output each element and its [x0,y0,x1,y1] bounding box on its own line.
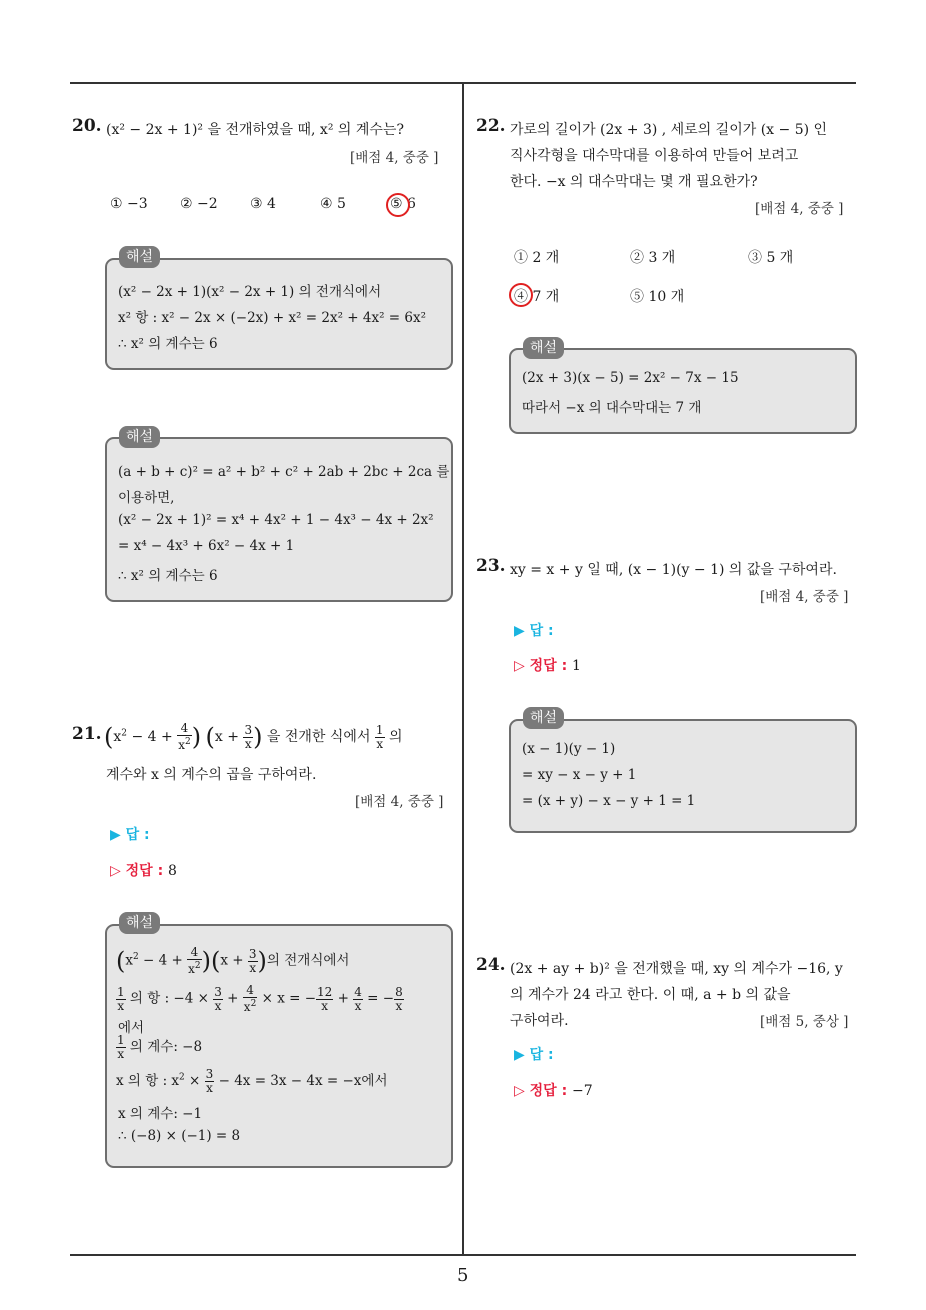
q24-answer-label: ▶ 답 : [514,1047,554,1063]
q22-question-line-1: 가로의 길이가 (2x + 3) , 세로의 길이가 (x − 5) 인 [510,122,828,138]
q23-question-text: xy = x + y 일 때, (x − 1)(y − 1) 의 값을 구하여라. [510,562,837,578]
q22-choice-4[interactable]: ④ 7 개 [514,289,560,305]
page-number: 5 [457,1265,469,1286]
q22-number: 22. [476,116,506,136]
q22-solution-box [509,348,857,434]
q20-sol2-line-1: (a + b + c)² = a² + b² + c² + 2ab + 2bc + 2ca 를 [118,464,450,480]
q22-choice-3[interactable]: ③ 5 개 [748,250,794,266]
q23-number: 23. [476,556,506,576]
q24-correct-answer [514,1080,593,1100]
q22-solution-tag: 해설 [523,337,564,359]
q21-sol-line-1: ($x^2 - 4$ + $\frac{4}{x^2}$ )(x + $\frac{3}{x}$ )의 전개식에서 [116,945,350,976]
q20-choice-3[interactable]: ③ 4 [250,196,276,212]
q21-sol-line-2: $\frac{1}{x}$ 의 항 : −4 × $\frac{3}{x}$ + $\frac{4}{x^2}$ × x = − $\frac{12}{x}$ + $\frac{4}{x}$ = − $\frac{8}{x}$ [117,983,403,1014]
q22-choice-5[interactable]: ⑤ 10 개 [630,289,685,305]
q24-correct-label: ▷ 정답 : [514,1083,568,1099]
q20-number: 20. [72,116,102,136]
q20-choice-4[interactable]: ④ 5 [320,196,346,212]
q21-question-text: 계수와 x 의 계수의 곱을 구하여라. [106,767,317,783]
q22-choice-2[interactable]: ② 3 개 [630,250,676,266]
q20-meta: [배점 4, 중중 ] [350,150,439,166]
q24-question-line-2: 의 계수가 24 라고 한다. 이 때, a + b 의 값을 [510,987,791,1003]
q23-meta: [배점 4, 중중 ] [760,589,849,605]
q21-correct-answer [110,860,177,880]
q20-sol1-line-1: (x² − 2x + 1)(x² − 2x + 1) 의 전개식에서 [118,284,382,300]
q22-sol-line-2: 따라서 −x 의 대수막대는 7 개 [522,400,702,416]
q22-sol-line-1: (2x + 3)(x − 5) = 2x² − 7x − 15 [522,370,739,386]
q20-sol2-line-3: (x² − 2x + 1)² = x⁴ + 4x² + 1 − 4x³ − 4x + 2x² [118,512,434,528]
q21-sol-line-3: 에서 [118,1020,145,1036]
q21-answer-label: ▶ 답 : [110,827,150,843]
q20-choice-5[interactable]: ⑤ 6 [390,196,416,212]
q22-question-line-2: 직사각형을 대수막대를 이용하여 만들어 보려고 [510,148,799,164]
q23-sol-line-1: (x − 1)(y − 1) [522,741,616,757]
q20-question-text: (x² − 2x + 1)² 을 전개하였을 때, x² 의 계수는? [106,122,404,138]
q23-correct-value: 1 [572,658,581,674]
q22-selected-mark-icon [509,283,533,307]
q20-selected-mark-icon [386,193,410,217]
q23-solution-tag: 해설 [523,707,564,729]
q22-question-line-3: 한다. −x 의 대수막대는 몇 개 필요한가? [510,174,758,190]
q24-question-line-1: (2x + ay + b)² 을 전개했을 때, xy 의 계수가 −16, y [510,961,843,977]
q24-correct-value: −7 [572,1083,593,1099]
q21-sol-line-5: x 의 항 : $x^2$ × $\frac{3}{x}$ − 4x = 3x − 4x = −x에서 [116,1067,388,1095]
q20-solution-tag-2: 해설 [119,426,160,448]
q24-meta: [배점 5, 중상 ] [760,1014,849,1030]
q23-correct-answer [514,655,581,675]
q22-choice-1[interactable]: ① 2 개 [514,250,560,266]
column-divider [462,83,464,1255]
q21-meta: [배점 4, 중중 ] [355,794,444,810]
q21-sol-line-4: $\frac{1}{x}$ 의 계수: −8 [117,1033,203,1061]
q20-solution-tag-1: 해설 [119,246,160,268]
q23-sol-line-3: = (x + y) − x − y + 1 = 1 [522,793,696,809]
q23-sol-line-2: = xy − x − y + 1 [522,767,637,783]
q21-solution-tag: 해설 [119,912,160,934]
q24-number: 24. [476,955,506,975]
q21-question-formula: ($x^2 - 4$ + $\frac{4}{x^2}$ ) (x + $\frac{3}{x}$ ) 을 전개한 식에서 $\frac{1}{x}$ 의 [104,721,403,752]
bottom-rule [70,1254,856,1256]
q20-sol1-line-2: x² 항 : x² − 2x × (−2x) + x² = 2x² + 4x² = 6x² [118,310,426,326]
q21-correct-value: 8 [168,863,177,879]
q21-number: 21. [72,724,102,744]
q20-sol2-line-2: 이용하면, [118,490,175,506]
q20-sol2-line-5: ∴ x² 의 계수는 6 [118,568,218,584]
q20-sol1-line-3: ∴ x² 의 계수는 6 [118,336,218,352]
q23-answer-label: ▶ 답 : [514,623,554,639]
q23-correct-label: ▷ 정답 : [514,658,568,674]
q20-choice-1[interactable]: ① −3 [110,196,148,212]
q24-question-line-3: 구하여라. [510,1013,569,1029]
q21-sol-line-7: ∴ (−8) × (−1) = 8 [118,1128,241,1144]
q20-choice-2[interactable]: ② −2 [180,196,218,212]
q21-correct-label: ▷ 정답 : [110,863,164,879]
q21-sol-line-6: x 의 계수: −1 [118,1106,203,1122]
q22-meta: [배점 4, 중중 ] [755,201,844,217]
q20-sol2-line-4: = x⁴ − 4x³ + 6x² − 4x + 1 [118,538,295,554]
